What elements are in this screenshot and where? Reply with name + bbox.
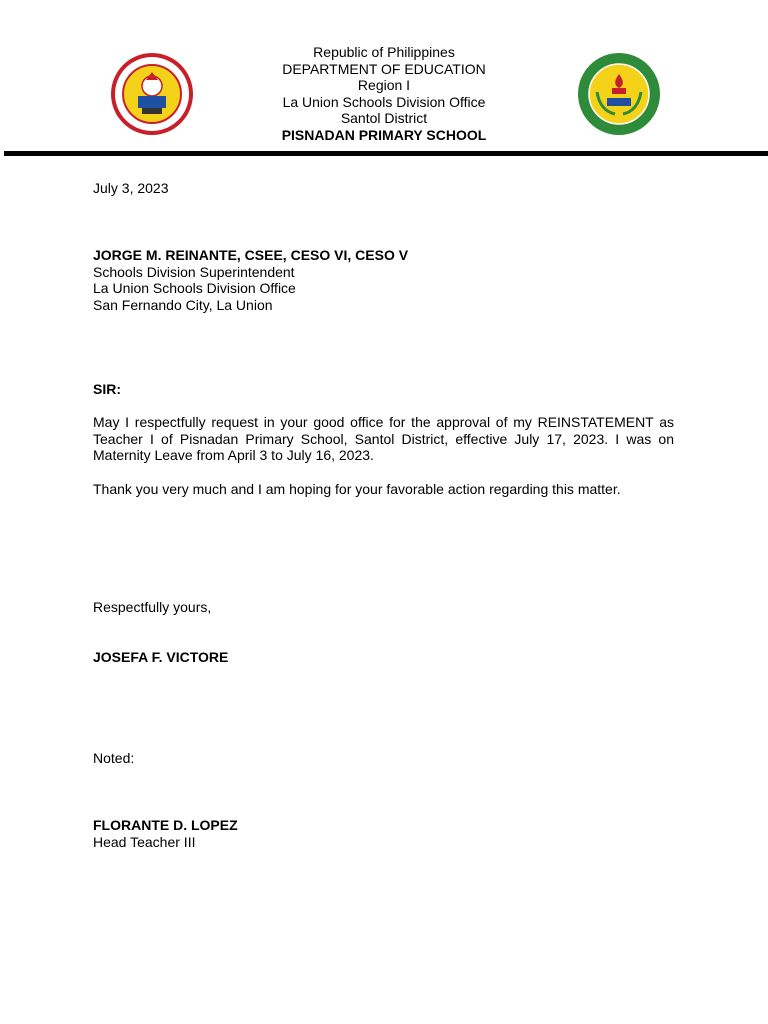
district-line: Santol District — [340, 110, 428, 127]
recipient-address: San Fernando City, La Union — [93, 296, 273, 313]
republic-line: Republic of Philippines — [313, 44, 455, 60]
header-divider — [4, 151, 768, 156]
division-line: La Union Schools Division Office — [282, 93, 486, 110]
recipient-name: JORGE M. REINANTE, CSEE, CESO VI, CESO V — [93, 247, 409, 263]
noter-name: FLORANTE D. LOPEZ — [93, 817, 238, 833]
recipient-title: Schools Division Superintendent — [93, 263, 295, 280]
department-line: DEPARTMENT OF EDUCATION — [282, 60, 486, 77]
body-paragraph-1: May I respectfully request in your good office for the approval of my REINSTATEMENT as Teacher I of Pisnadan Primary School, Santol District, effective July 17, 2023. I was on Maternity Leave from April 3 to July 16, 2023. — [93, 414, 674, 464]
noter-title: Head Teacher III — [93, 833, 196, 850]
recipient-block — [93, 247, 674, 313]
letter-date: July 3, 2023 — [93, 180, 169, 196]
noter-block — [93, 817, 674, 850]
closing: Respectfully yours, — [93, 599, 212, 615]
noted-label: Noted: — [93, 750, 135, 766]
salutation: SIR: — [93, 381, 121, 397]
recipient-office: La Union Schools Division Office — [93, 280, 296, 297]
body-paragraph-2: Thank you very much and I am hoping for your favorable action regarding this matter. — [93, 481, 621, 497]
letterhead — [0, 0, 768, 160]
school-name: PISNADAN PRIMARY SCHOOL — [281, 126, 487, 143]
sender-name: JOSEFA F. VICTORE — [93, 649, 229, 665]
letterhead-text — [0, 44, 768, 144]
region-line: Region I — [357, 77, 411, 94]
